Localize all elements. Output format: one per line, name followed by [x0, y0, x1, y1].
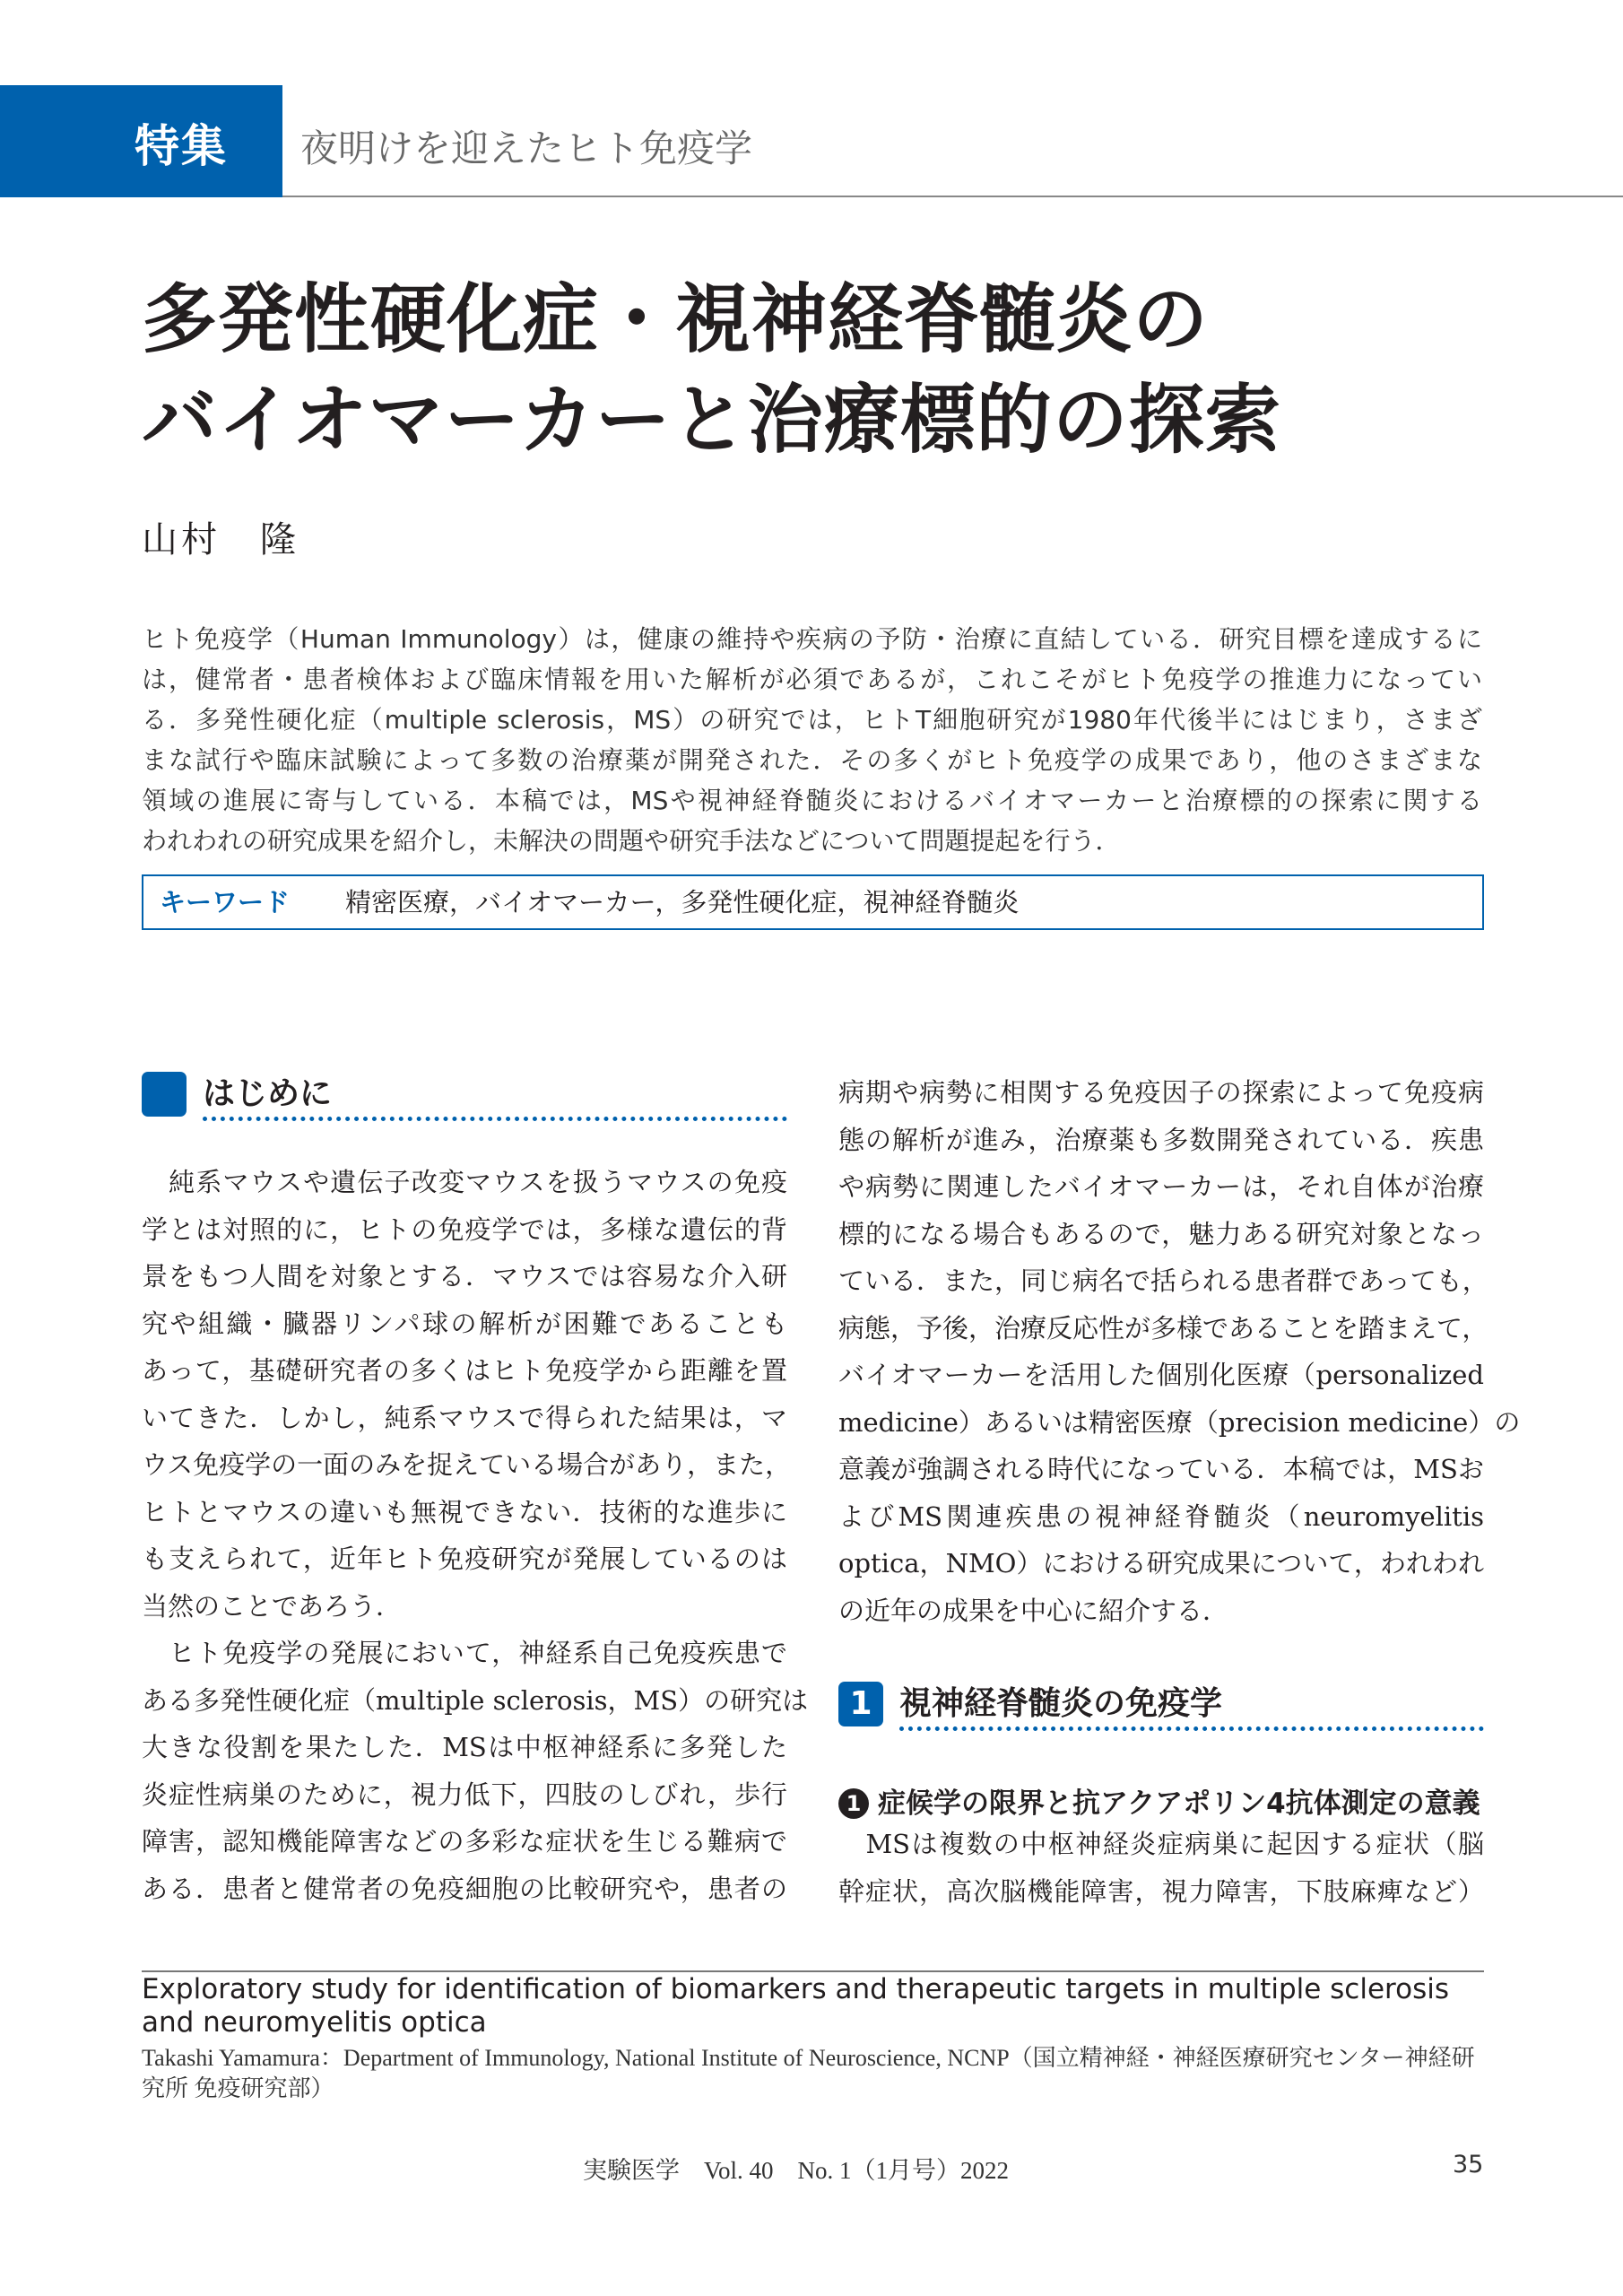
- subsection-heading: [838, 1780, 1480, 1821]
- body-line: ある多発性硬化症（multiple sclerosis，MS）の研究は: [142, 1684, 809, 1716]
- dotted-underline: [899, 1726, 1484, 1731]
- author: 山村 隆: [142, 519, 299, 561]
- feature-series-title: 夜明けを迎えたヒト免疫学: [300, 126, 753, 170]
- abstract: [142, 619, 1482, 861]
- section-number: 1: [838, 1682, 883, 1726]
- body-line: ヒト免疫学の発展において，神経系自己免疫疾患で: [142, 1638, 787, 1668]
- english-title: Exploratory study for identification of biomarkers and therapeutic targets in multiple sclerosis and neuromyelitis optica: [142, 1973, 1449, 2039]
- feature-tag-label: 特集: [135, 120, 228, 172]
- body-line: 標的になる場合もあるので，魅力ある研究対象となっ: [838, 1218, 1484, 1249]
- left-column-text: [142, 1159, 809, 1912]
- body-line: ある．患者と健常者の免疫細胞の比較研究や，患者の: [142, 1873, 787, 1904]
- abstract-line: われわれの研究成果を紹介し，未解決の問題や研究手法などについて問題提起を行う．: [142, 826, 1121, 856]
- body-line: 障害，認知機能障害などの多彩な症状を生じる難病で: [142, 1826, 787, 1857]
- body-line: 態の解析が進み，治療薬も多数開発されている．疾患: [838, 1124, 1484, 1155]
- body-line: 意義が強調される時代になっている．本稿では，MSお: [838, 1454, 1484, 1484]
- body-line: 学とは対照的に，ヒトの免疫学では，多様な遺伝的背: [142, 1213, 787, 1245]
- title-line: 多発性硬化症・視神経脊髄炎の: [142, 275, 1210, 363]
- body-line: あって，基礎研究者の多くはヒト免疫学から距離を置: [142, 1355, 787, 1386]
- body-line: medicine）あるいは精密医療（precision medicine）の: [838, 1406, 1521, 1438]
- body-line: MSは複数の中枢神経炎症病巣に起因する症状（脳: [838, 1829, 1484, 1859]
- abstract-line: は，健常者・患者検体および臨床情報を用いた解析が必須であるが，これこそがヒト免疫学の推進力になってい: [142, 665, 1482, 694]
- body-line: よびMS関連疾患の視神経脊髄炎（neuromyelitis: [838, 1500, 1484, 1532]
- section-heading-intro: [142, 1072, 787, 1126]
- body-line: や病勢に関連したバイオマーカーは，それ自体が治療: [838, 1171, 1484, 1202]
- right-column-text-continued: [838, 1821, 1484, 1915]
- dotted-underline: [203, 1117, 787, 1121]
- abstract-line: る．多発性硬化症（multiple sclerosis，MS）の研究では，ヒトT細胞研究が1980年代後半にはじまり，さまざ: [142, 705, 1482, 735]
- section-title: 視神経脊髄炎の免疫学: [899, 1685, 1223, 1722]
- body-line: ヒトとマウスの違いも無視できない．技術的な進歩に: [142, 1496, 787, 1527]
- body-line: 当然のことであろう．: [142, 1590, 403, 1622]
- author-affiliation: Takashi Yamamura：Department of Immunology, National Institute of Neuroscience, NCNP（国立精神経・神経医療研究センター神経研究所 免疫研究部）: [142, 2045, 1475, 2101]
- section-marker: [142, 1072, 187, 1117]
- right-column-text: [838, 1069, 1521, 1634]
- section-heading-1: [838, 1682, 1484, 1735]
- body-line: 炎症性病巣のために，視力低下，四肢のしびれ，歩行: [142, 1779, 787, 1810]
- title-line: バイオマーカーと治療標的の探索: [142, 376, 1281, 464]
- body-line: 究や組織・臓器リンパ球の解析が困難であることも: [142, 1308, 787, 1339]
- body-line: optica，NMO）における研究成果について，われわれ: [838, 1548, 1484, 1578]
- abstract-line: まな試行や臨床試験によって多数の治療薬が開発された．その多くがヒト免疫学の成果であり，他のさまざまな: [142, 745, 1482, 775]
- body-line: も支えられて，近年ヒト免疫研究が発展しているのは: [142, 1544, 787, 1574]
- keywords-text: 精密医療，バイオマーカー，多発性硬化症，視神経脊髄炎: [345, 887, 1020, 918]
- body-line: 幹症状，高次脳機能障害，視力障害，下肢麻痺など）: [838, 1875, 1484, 1907]
- body-line: 病期や病勢に相関する免疫因子の探索によって免疫病: [838, 1077, 1484, 1108]
- section-title: はじめに: [203, 1075, 333, 1112]
- feature-tag: [0, 85, 282, 197]
- subsection-number-icon: 1: [838, 1788, 869, 1819]
- body-line: バイオマーカーを活用した個別化医療（personalized: [838, 1360, 1484, 1390]
- keywords-label: キーワード: [160, 887, 291, 918]
- body-line: 大きな役割を果たした．MSは中枢神経系に多発した: [142, 1732, 787, 1762]
- footer-divider: [142, 1970, 1484, 1972]
- abstract-line: ヒト免疫学（Human Immunology）は，健康の維持や疾病の予防・治療に直結している．研究目標を達成するに: [142, 624, 1482, 654]
- body-line: 病態，予後，治療反応性が多様であることを踏まえて，: [838, 1312, 1488, 1344]
- header-divider: [282, 196, 1623, 197]
- abstract-line: 領域の進展に寄与している．本稿では，MSや視神経脊髄炎におけるバイオマーカーと治療標的の探索に関する: [142, 786, 1482, 815]
- body-line: ウス免疫学の一面のみを捉えている場合があり，また，: [142, 1449, 792, 1480]
- body-line: 純系マウスや遺伝子改変マウスを扱うマウスの免疫: [142, 1167, 787, 1197]
- article-title: [142, 269, 1281, 470]
- body-line: ている．また，同じ病名で括られる患者群であっても，: [838, 1265, 1488, 1296]
- body-line: 景をもつ人間を対象とする．マウスでは容易な介入研: [142, 1261, 787, 1292]
- body-line: いてきた．しかし，純系マウスで得られた結果は，マ: [142, 1402, 787, 1433]
- subsection-title: 症候学の限界と抗アクアポリン4抗体測定の意義: [878, 1787, 1480, 1820]
- journal-citation: 実験医学 Vol. 40 No. 1（1月号）2022: [583, 2157, 1010, 2184]
- body-line: の近年の成果を中心に紹介する．: [838, 1595, 1229, 1626]
- keywords-box: [142, 874, 1484, 930]
- page-number: 35: [1453, 2151, 1484, 2179]
